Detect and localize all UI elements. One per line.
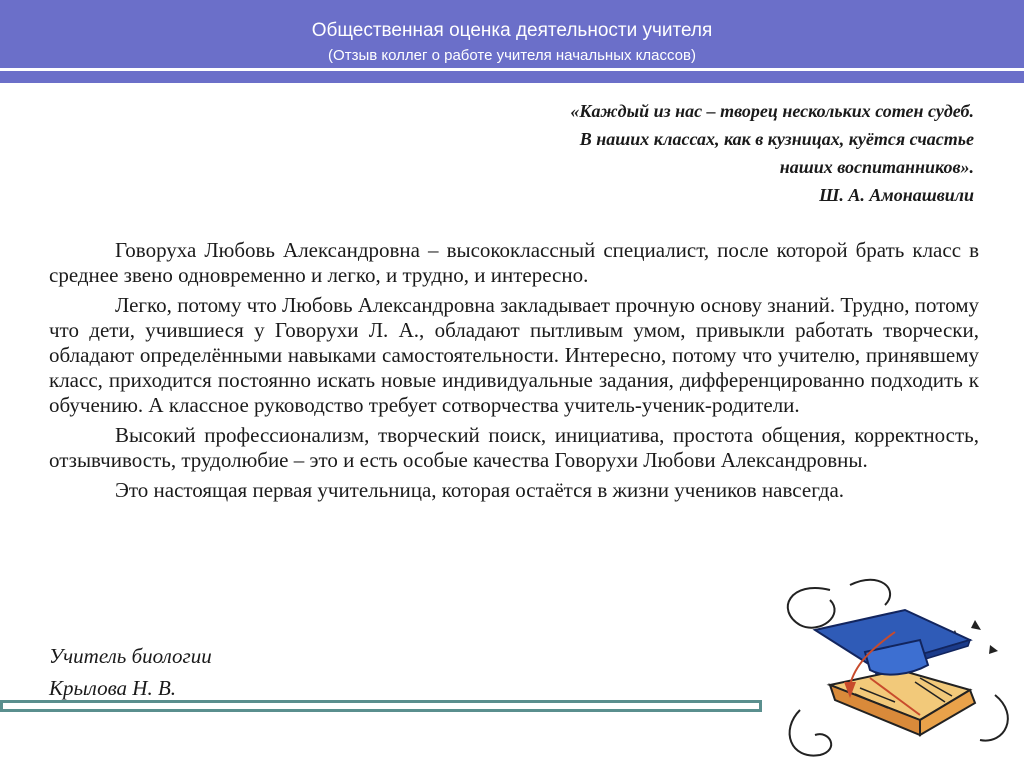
paragraph: Легко, потому что Любовь Александровна закладывает прочную основу знаний. Трудно, потому что дети, учившиеся у Говорухи Л. А., обладают пытливым умом, привыкли работать творчески, обладают определёнными навыками самостоятельности. Интересно, потому что учителю, принявшему класс, приходится постоянно искать новые индивидуальные задания, дифференцированно подходить к обучению. А классное руководство требует сотворчества учитель-ученик-родители. [49,293,979,417]
epigraph-line: наших воспитанников». [779,157,974,177]
paragraph: Говоруха Любовь Александровна – высококлассный специалист, после которой брать класс в среднее звено одновременно и легко, и трудно, и интересно. [49,238,979,287]
signature-block [49,640,212,704]
graduation-cap-book-icon [770,570,1020,768]
signature-name: Крылова Н. В. [49,676,177,700]
title-banner [0,0,1024,68]
signature-position: Учитель биологии [49,644,212,668]
paragraph: Высокий профессионализм, творческий поиск, инициатива, простота общения, корректность, отзывчивость, трудолюбие – это и есть особые качества Говорухи Любови Александровны. [49,423,979,472]
epigraph-line: В наших классах, как в кузницах, куётся счастье [579,129,974,149]
page-subtitle: (Отзыв коллег о работе учителя начальных классов) [328,47,696,64]
footer-line [0,700,762,712]
page-title: Общественная оценка деятельности учителя [311,20,713,41]
paragraph: Это настоящая первая учительница, которая остаётся в жизни учеников навсегда. [115,478,845,502]
review-text [49,238,979,508]
epigraph-author: Ш. А. Амонашвили [819,185,974,205]
epigraph-line: «Каждый из нас – творец нескольких сотен судеб. [570,101,974,121]
epigraph [374,97,974,209]
header-divider-blue [0,71,1024,83]
